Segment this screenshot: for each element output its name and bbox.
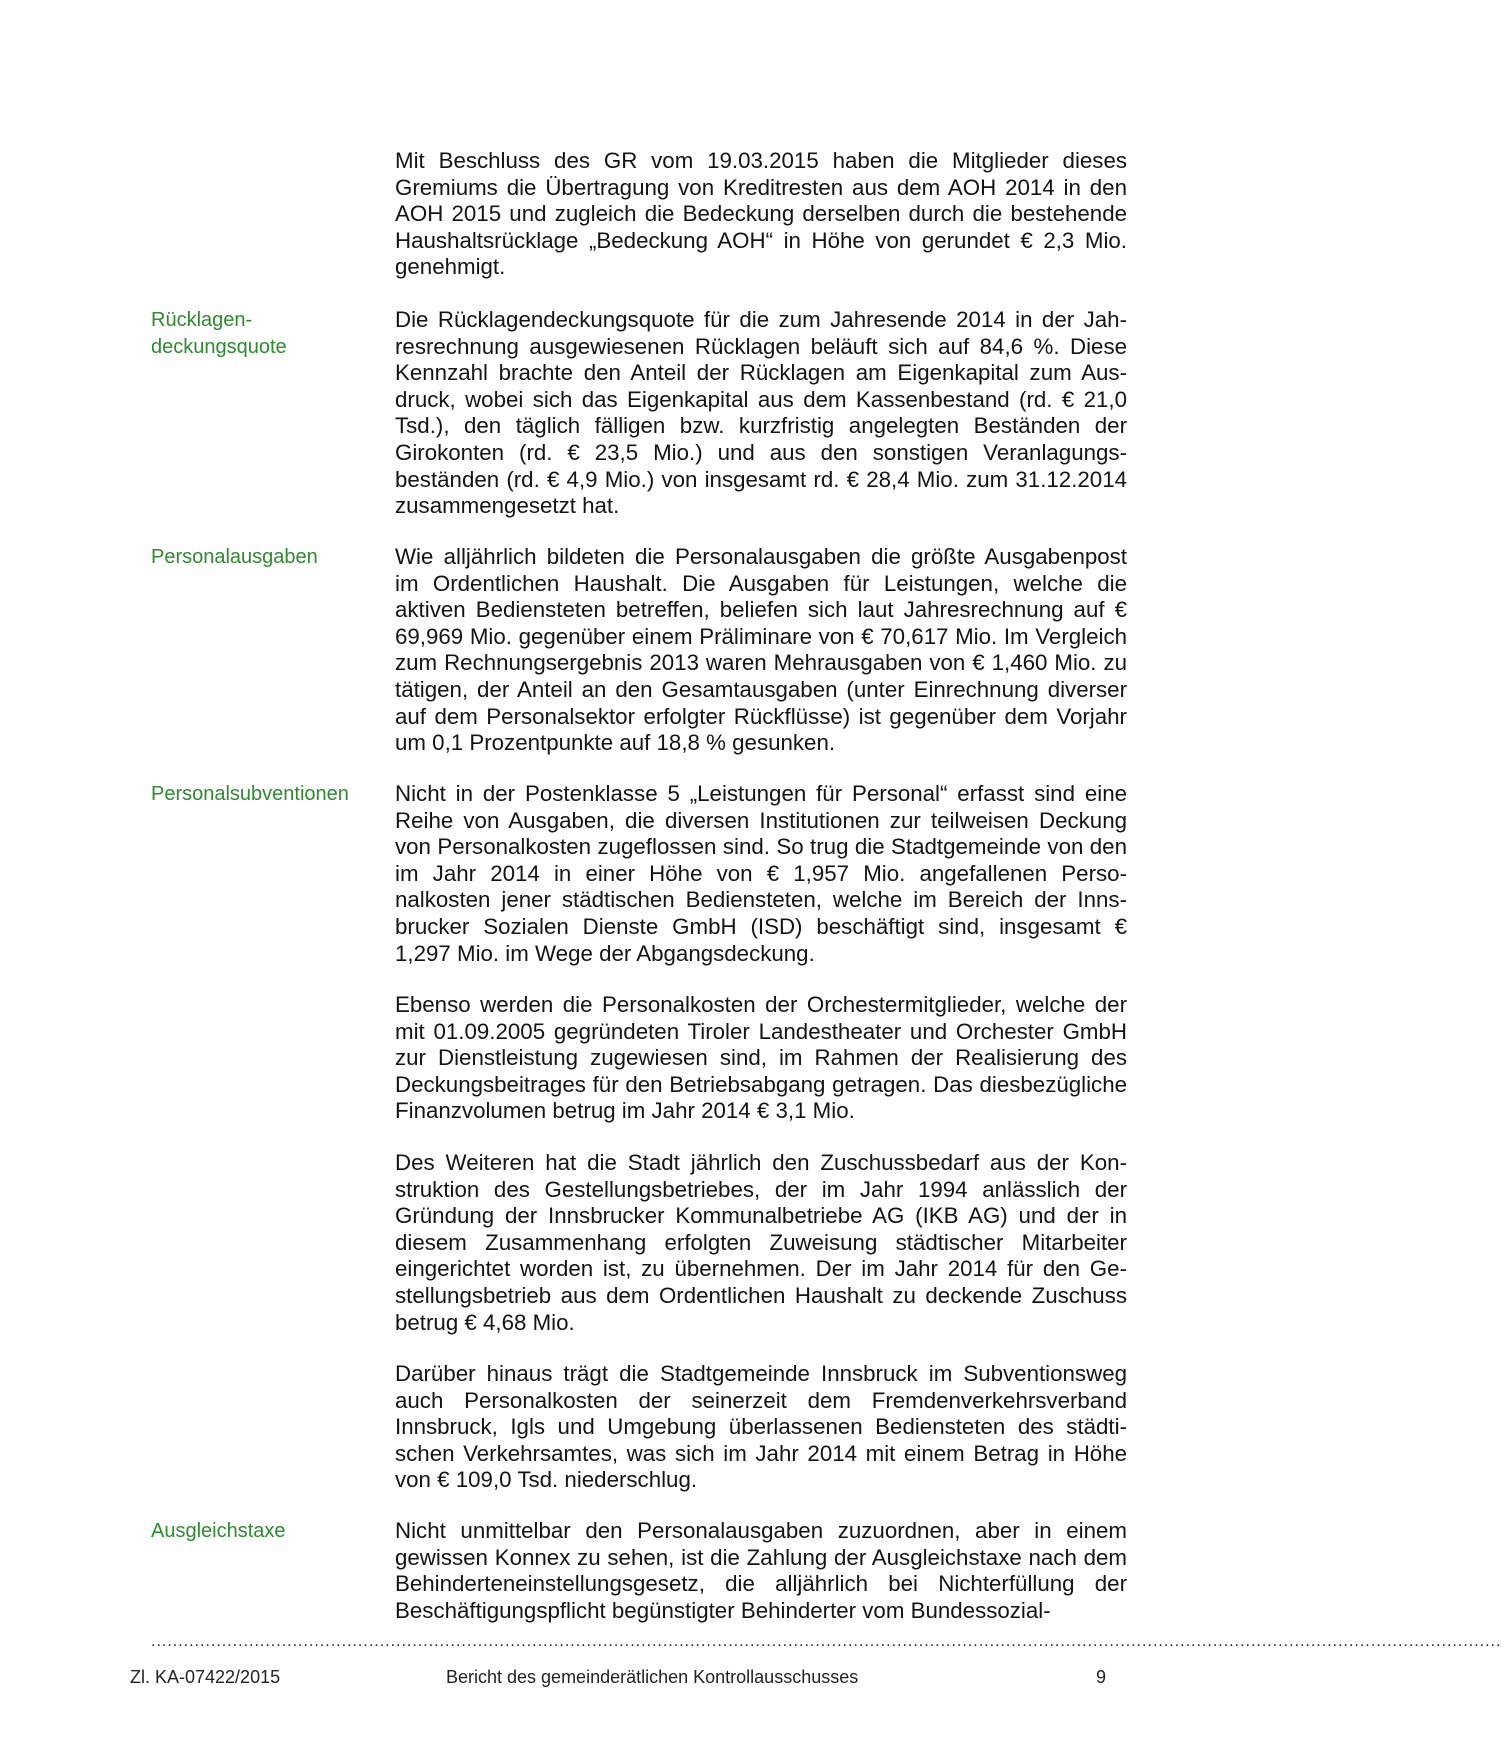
intro-paragraph: Mit Beschluss des GR vom 19.03.2015 haben die Mitglieder dieses Gremiums die Übertragung von Kreditresten aus dem AOH 2014 in den AOH 2015 und zugleich die Bedeckung derselben durch die bestehende Haushaltsrücklage „Bedeckung AOH“ in Höhe von gerundet € 2,3 Mio. genehmigt. xyxy=(395,148,1127,280)
personalsubventionen-paragraph-4: Darüber hinaus trägt die Stadtgemeinde Innsbruck im Subventionsweg auch Personalkosten der seinerzeit dem Fremdenverkehrsverband Innsbruck, Igls und Umgebung überlassenen Bediensteten des städtischen Verkehrsamtes, was sich im Jahr 2014 mit einem Betrag in Höhe von € 109,0 Tsd. niederschlug. xyxy=(395,1361,1127,1493)
side-label-personalsubventionen: Personalsubventionen xyxy=(151,783,349,805)
ausgleichstaxe-paragraph: Nicht unmittelbar den Personalausgaben zuzuordnen, aber in einem gewissen Konnex zu sehen, ist die Zahlung der Ausgleichstaxe nach dem Behinderteneinstellungsgesetz, die alljährlich bei Nichterfüllung der Beschäftigungspflicht begünstigter Behinderter vom Bundessozial- xyxy=(395,1518,1127,1623)
personalsubventionen-paragraph-2: Ebenso werden die Personalkosten der Orchestermitglieder, welche der mit 01.09.2005 gegründeten Tiroler Landestheater und Orchester GmbH zur Dienstleistung zugewiesen sind, im Rahmen der Realisierung des Deckungsbeitrages für den Betriebsabgang getragen. Das diesbezügliche Finanzvolumen betrug im Jahr 2014 € 3,1 Mio. xyxy=(395,992,1127,1124)
side-label-personalausgaben: Personalausgaben xyxy=(151,546,318,568)
personalsubventionen-paragraph-3: Des Weiteren hat die Stadt jährlich den Zuschussbedarf aus der Konstruktion des Gestellungsbetriebes, der im Jahr 1994 anlässlich der Gründung der Innsbrucker Kommunalbetriebe AG (IKB AG) und der in diesem Zusammenhang erfolgten Zuweisung städtischer Mitarbeiter eingerichtet worden ist, zu übernehmen. Der im Jahr 2014 für den Gestellungsbetrieb aus dem Ordentlichen Haushalt zu deckende Zuschuss betrug € 4,68 Mio. xyxy=(395,1150,1127,1335)
side-label-ausgleichstaxe: Ausgleichstaxe xyxy=(151,1520,286,1542)
personalsubventionen-paragraph-1: Nicht in der Postenklasse 5 „Leistungen für Personal“ erfasst sind eine Reihe von Ausgaben, die diversen Institutionen zur teilweisen Deckung von Personalkosten zugeflossen sind. So trug die Stadtgemeinde von den im Jahr 2014 in einer Höhe von € 1,957 Mio. angefallenen Personalkosten jener städtischen Bediensteten, welche im Bereich der Innsbrucker Sozialen Dienste GmbH (ISD) beschäftigt sind, insgesamt € 1,297 Mio. im Wege der Abgangsdeckung. xyxy=(395,781,1127,966)
page-footer xyxy=(130,1665,1106,1689)
personalausgaben-paragraph: Wie alljährlich bildeten die Personalausgaben die größte Ausgabenpost im Ordentlichen Haushalt. Die Ausgaben für Leistungen, welche die aktiven Bediensteten betreffen, beliefen sich laut Jahresrechnung auf € 69,969 Mio. gegenüber einem Präliminare von € 70,617 Mio. Im Vergleich zum Rechnungsergebnis 2013 waren Mehrausgaben von € 1,460 Mio. zu tätigen, der Anteil an den Gesamtausgaben (unter Einrechnung diverser auf dem Personalsektor erfolgter Rückflüsse) ist gegenüber dem Vorjahr um 0,1 Prozentpunkte auf 18,8 % gesunken. xyxy=(395,544,1127,756)
footer-page-number: 9 xyxy=(1095,1667,1106,1687)
ruecklagen-paragraph: Die Rücklagendeckungsquote für die zum Jahresende 2014 in der Jahresrechnung ausgewiesenen Rücklagen beläuft sich auf 84,6 %. Diese Kennzahl brachte den Anteil der Rücklagen am Eigenkapital zum Ausdruck, wobei sich das Eigenkapital aus dem Kassenbestand (rd. € 21,0 Tsd.), den täglich fälligen bzw. kurzfristig angelegten Beständen der Girokonten (rd. € 23,5 Mio.) und aus den sonstigen Veranlagungsbeständen (rd. € 4,9 Mio.) von insgesamt rd. € 28,4 Mio. zum 31.12.2014 zusammengesetzt hat. xyxy=(395,307,1127,519)
side-label-ruecklagendeckungsquote: Rücklagendeckungsquote xyxy=(151,309,287,358)
footer-reference: Zl. KA-07422/2015 xyxy=(130,1667,281,1687)
footer-dotted-separator: ........................................................................................................................................................................................................................................................ xyxy=(151,1633,1501,1650)
footer-title: Bericht des gemeinderätlichen Kontrollausschusses xyxy=(446,1667,859,1687)
